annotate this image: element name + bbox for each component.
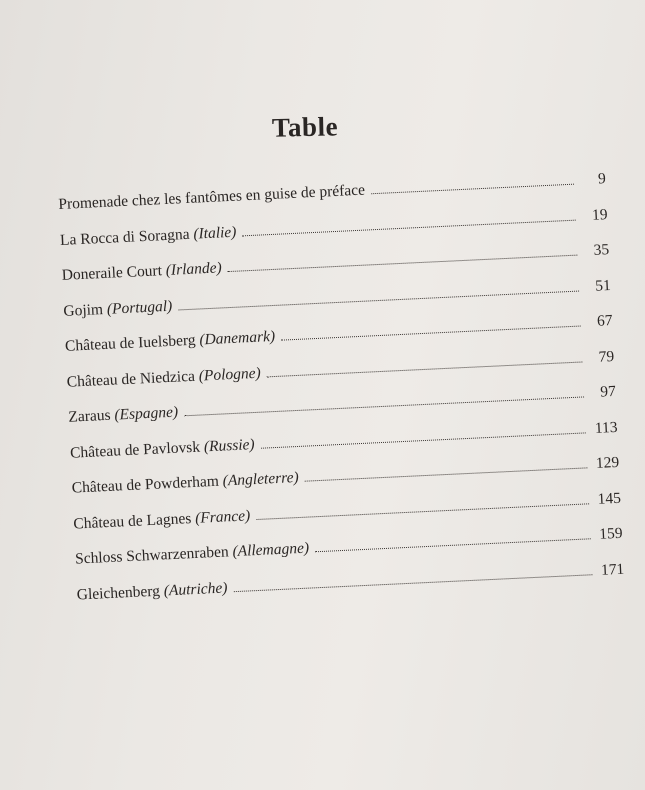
entry-page-number: 19	[591, 205, 608, 224]
entry-page-number: 67	[596, 312, 613, 330]
entry-country: (Russie)	[203, 435, 255, 455]
entry-page-number: 159	[598, 524, 623, 543]
entry-name: Promenade chez les fantômes en guise de préface	[58, 181, 366, 213]
entry-page-number: 51	[594, 276, 612, 295]
entry-page-number: 171	[600, 560, 625, 579]
entry-name: Zaraus	[68, 406, 111, 426]
entry-country: (Angleterre)	[222, 468, 300, 490]
entry-page-number: 97	[599, 382, 617, 401]
entry-country: (Danemark)	[198, 327, 276, 349]
dot-leader	[234, 574, 593, 592]
dot-leader	[261, 432, 586, 448]
dot-leader	[228, 255, 578, 272]
entry-country: (France)	[194, 506, 251, 527]
dot-leader	[281, 326, 581, 341]
entry-name: Château de Pavlovsk	[69, 438, 201, 462]
entry-page-number: 113	[594, 418, 618, 437]
entry-country: (Italie)	[192, 223, 237, 243]
entry-name: Château de Niedzica	[66, 367, 196, 391]
table-of-contents	[58, 170, 625, 621]
entry-page-number: 35	[593, 241, 610, 259]
entry-page-number: 129	[595, 453, 620, 472]
dot-leader	[371, 184, 574, 195]
entry-label	[58, 182, 365, 214]
entry-name: Château de Iuelsberg	[64, 331, 196, 355]
dot-leader	[305, 467, 588, 481]
entry-name: Gojim	[63, 300, 104, 320]
entry-country: (Espagne)	[114, 403, 179, 424]
entry-label	[63, 297, 173, 320]
dot-leader	[315, 538, 591, 552]
entry-name: La Rocca di Soragna	[59, 225, 190, 249]
page-title: Table	[271, 111, 339, 143]
entry-name: Doneraile Court	[61, 262, 163, 284]
entry-country: (Irlande)	[165, 259, 223, 279]
entry-label	[68, 404, 178, 427]
dot-leader	[243, 219, 576, 236]
entry-country: (Pologne)	[198, 364, 262, 385]
entry-name: Schloss Schwarzenraben	[74, 543, 230, 568]
entry-page-number: 9	[597, 170, 607, 188]
entry-name: Château de Lagnes	[73, 509, 192, 533]
entry-page-number: 145	[597, 489, 622, 508]
entry-name: Gleichenberg	[76, 582, 161, 604]
entry-country: (Allemagne)	[232, 539, 310, 561]
entry-country: (Portugal)	[106, 297, 173, 318]
entry-page-number: 79	[598, 347, 615, 366]
dot-leader	[267, 361, 583, 377]
entry-country: (Autriche)	[163, 578, 228, 599]
entry-name: Château de Powderham	[71, 472, 220, 497]
dot-leader	[256, 503, 589, 520]
